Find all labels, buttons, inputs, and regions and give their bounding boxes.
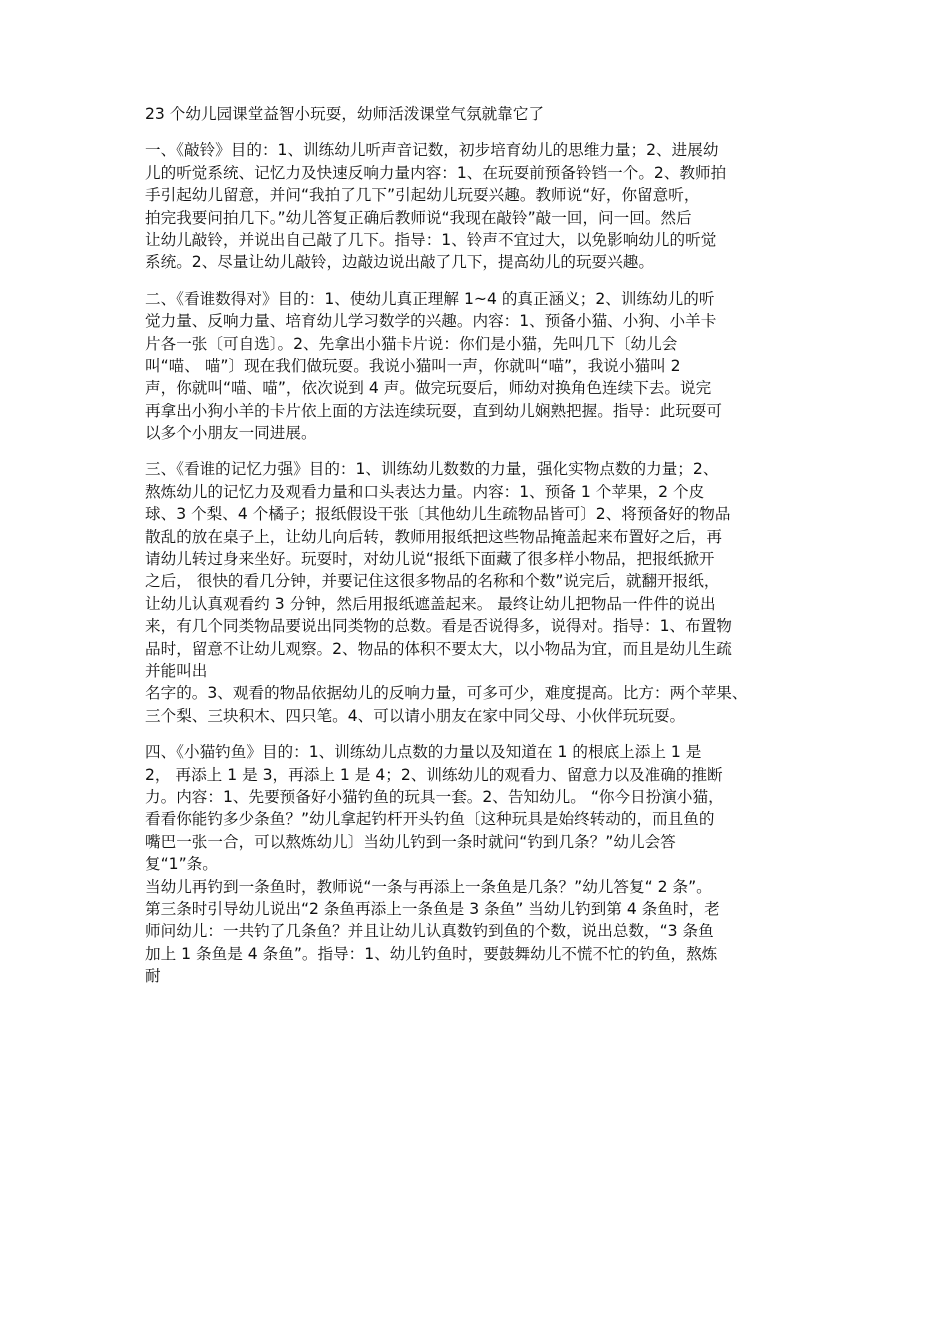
text-line: 之后， 很快的看几分钟，并要记住这很多物品的名称和个数”说完后，就翻开报纸， <box>145 572 720 591</box>
text-line: 系统。2、尽量让幼儿敲铃，边敲边说出敲了几下，提高幼儿的玩耍兴趣。 <box>145 253 654 272</box>
text-line: 师问幼儿：一共钓了几条鱼？并且让幼儿认真数钓到鱼的个数，说出总数，“3 条鱼 <box>145 922 714 941</box>
text-line: 并能叫出 <box>145 661 208 680</box>
text-line: 来，有几个同类物品要说出同类物的总数。看是否说得多，说得对。指导：1、布置物 <box>145 617 732 636</box>
text-line: 拍完我要问拍几下。”幼儿答复正确后教师说“我现在敲铃”敲一回，问一回。然后 <box>145 208 692 227</box>
text-line: 儿的听觉系统、记忆力及快速反响力量内容：1、在玩耍前预备铃铛一个。2、教师拍 <box>145 163 727 182</box>
text-line: 加上 1 条鱼是 4 条鱼”。指导：1、幼儿钓鱼时，要鼓舞幼儿不慌不忙的钓鱼，熬炼 <box>145 944 718 963</box>
text-line: 力。内容：1、先要预备好小猫钓鱼的玩具一套。2、告知幼儿。 “你今日扮演小猫， <box>145 787 724 806</box>
paragraph-4 <box>145 741 815 987</box>
text-line: 二、《看谁数得对》目的：1、使幼儿真正理解 1~4 的真正涵义；2、训练幼儿的听 <box>145 289 715 308</box>
text-line: 声，你就叫“喵、喵”，依次说到 4 声。做完玩耍后，师幼对换角色连续下去。说完 <box>145 379 712 398</box>
text-line: 手引起幼儿留意，并问“我拍了几下”引起幼儿玩耍兴趣。教师说“好，你留意听， <box>145 186 700 205</box>
text-line: 叫“喵、 喵”〕现在我们做玩耍。我说小猫叫一声，你就叫“喵”，我说小猫叫 2 <box>145 356 681 375</box>
text-line: 让幼儿认真观看约 3 分钟，然后用报纸遮盖起来。 最终让幼儿把物品一件件的说出 <box>145 594 716 613</box>
text-line: 2， 再添上 1 是 3，再添上 1 是 4；2、训练幼儿的观看力、留意力以及准确的推断 <box>145 765 723 784</box>
text-line: 三个梨、三块积木、四只笔。4、可以请小朋友在家中同父母、小伙伴玩玩耍。 <box>145 706 686 725</box>
text-line: 复“1”条。 <box>145 855 218 874</box>
text-line: 片各一张〔可自选〕。2、先拿出小猫卡片说：你们是小猫，先叫几下〔幼儿会 <box>145 334 678 353</box>
text-line: 耐 <box>145 967 161 986</box>
text-line: 嘴巴一张一合，可以熬炼幼儿〕当幼儿钓到一条时就问“钓到几条？”幼儿会答 <box>145 832 676 851</box>
document-title: 23 个幼儿园课堂益智小玩耍，幼师活泼课堂气氛就靠它了 <box>145 105 545 123</box>
paragraph-3 <box>145 458 815 727</box>
text-line: 三、《看谁的记忆力强》目的：1、训练幼儿数数的力量，强化实物点数的力量；2、 <box>145 460 719 479</box>
text-line: 请幼儿转过身来坐好。玩耍时，对幼儿说“报纸下面藏了很多样小物品，把报纸掀开 <box>145 550 715 569</box>
text-line: 第三条时引导幼儿说出“2 条鱼再添上一条鱼是 3 条鱼” 当幼儿钓到第 4 条鱼时，老 <box>145 899 720 918</box>
text-line: 品时，留意不让幼儿观察。2、物品的体积不要太大，以小物品为宜，而且是幼儿生疏 <box>145 639 732 658</box>
paragraph-2 <box>145 288 815 445</box>
paragraph-1 <box>145 139 815 273</box>
text-line: 散乱的放在桌子上，让幼儿向后转，教师用报纸把这些物品掩盖起来布置好之后，再 <box>145 527 722 546</box>
text-line: 一、《敲铃》目的：1、训练幼儿听声音记数，初步培育幼儿的思维力量；2、进展幼 <box>145 141 719 160</box>
text-line: 四、《小猫钓鱼》目的：1、训练幼儿点数的力量以及知道在 1 的根底上添上 1 是 <box>145 743 702 762</box>
text-line: 球、3 个梨、4 个橘子；报纸假设干张〔其他幼儿生疏物品皆可〕2、将预备好的物品 <box>145 505 731 524</box>
text-line: 让幼儿敲铃，并说出自己敲了几下。指导：1、铃声不宜过大，以免影响幼儿的听觉 <box>145 230 717 249</box>
text-line: 以多个小朋友一同进展。 <box>145 424 317 443</box>
text-line: 看看你能钓多少条鱼？”幼儿拿起钓杆开头钓鱼〔这种玩具是始终转动的，而且鱼的 <box>145 810 715 829</box>
text-line: 名字的。3、观看的物品依据幼儿的反响力量，可多可少，难度提高。比方：两个苹果、 <box>145 684 748 703</box>
text-line: 再拿出小狗小羊的卡片依上面的方法连续玩耍，直到幼儿娴熟把握。指导：此玩耍可 <box>145 401 722 420</box>
text-line: 熬炼幼儿的记忆力及观看力量和口头表达力量。内容：1、预备 1 个苹果，2 个皮 <box>145 482 705 501</box>
text-line: 当幼儿再钓到一条鱼时，教师说“一条与再添上一条鱼是几条？”幼儿答复“ 2 条”。 <box>145 877 712 896</box>
text-line: 觉力量、反响力量、培育幼儿学习数学的兴趣。内容：1、预备小猫、小狗、小羊卡 <box>145 312 717 331</box>
document-body <box>145 103 815 987</box>
